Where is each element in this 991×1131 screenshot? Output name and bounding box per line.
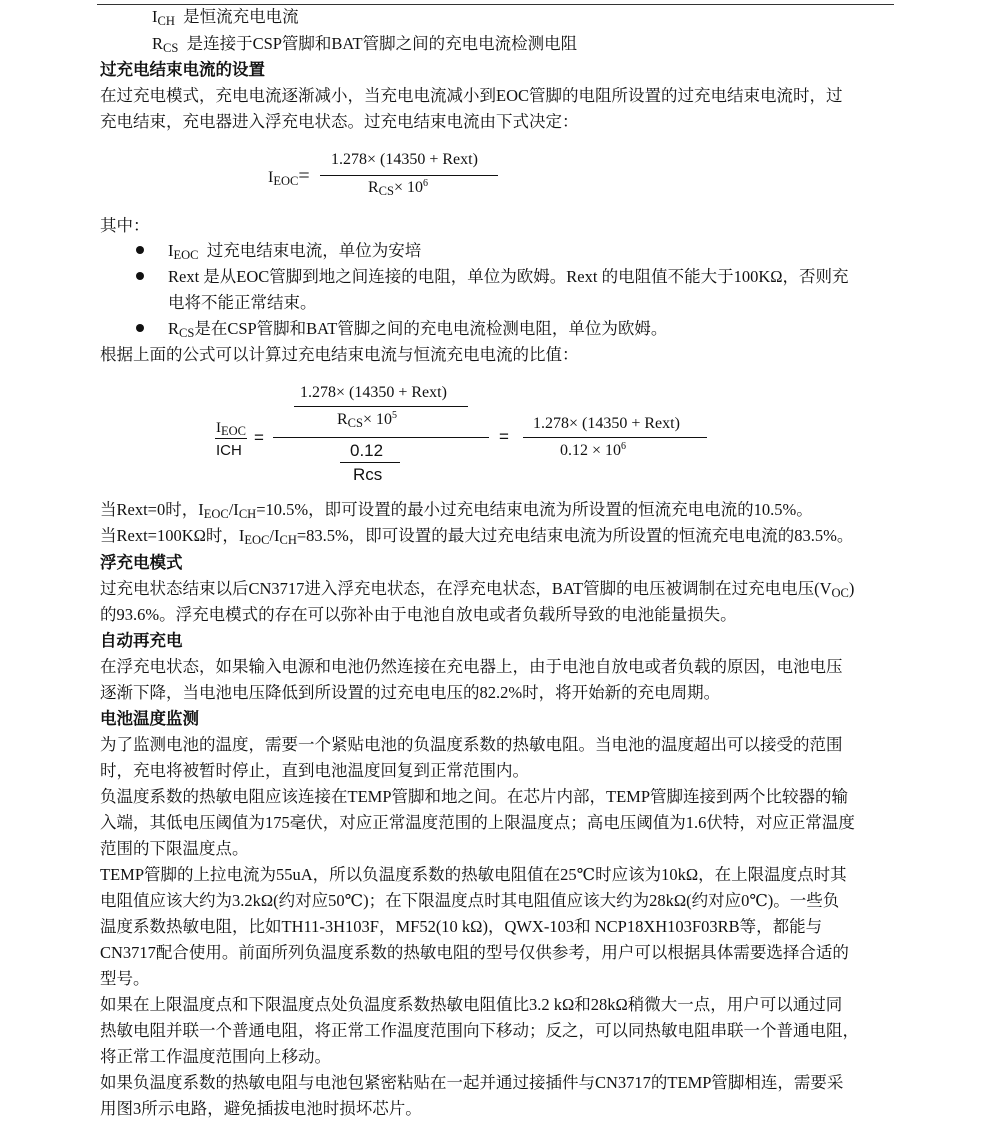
bullet1-symbol: I — [168, 241, 174, 260]
def-rcs — [152, 31, 577, 57]
case1-sub1: EOC — [203, 507, 229, 521]
case2-mid: /I — [269, 526, 280, 545]
formula2-left-top — [216, 418, 246, 438]
section-title-recharge: 自动再充电 — [100, 631, 183, 650]
formula2-big-num-top: 1.278× (14350 + Rext) — [300, 384, 447, 401]
formula2-num-sub: CS — [347, 416, 363, 430]
formula2-inner-bar-top — [294, 406, 468, 407]
para-temp-p1-line2: 时，充电将被暂时停止，直到电池温度回复到正常范围内。 — [100, 761, 529, 780]
ratio-intro: 根据上面的公式可以计算过充电结束电流与恒流充电电流的比值： — [100, 345, 579, 364]
section-title-float: 浮充电模式 — [100, 553, 183, 572]
para-temp-p3-line3: 温度系数热敏电阻，比如TH11-3H103F，MF52(10 kΩ)，QWX-103和 NCP18XH103F03RB等，都能与 — [100, 917, 823, 936]
formula2-right-den-exp: 6 — [621, 441, 627, 452]
bullet3-text: 是在CSP管脚和BAT管脚之间的充电电流检测电阻，单位为欧姆。 — [194, 319, 668, 338]
para-temp-p3-line4: CN3717配合使用。前面所列负温度系数的热敏电阻的型号仅供参考，用户可以根据具体需要选择合适的 — [100, 943, 849, 962]
formula1-numerator: 1.278× (14350 + Rext) — [331, 151, 478, 168]
bullet3-sub: CS — [179, 326, 195, 340]
para-temp-p2-line2: 入端，其低电压阈值为175毫伏，对应正常温度范围的上限温度点；高电压阈值为1.6伏特，对应正常温度 — [100, 813, 855, 832]
case-rext-0 — [100, 497, 813, 523]
case-rext-100k — [100, 523, 853, 549]
formula2-num-times: × 10 — [362, 411, 392, 428]
para-temp-p2-line3: 范围的下限温度点。 — [100, 839, 249, 858]
formula2-right-den — [560, 441, 626, 461]
case2-pre: 当Rext=100KΩ时，I — [100, 526, 245, 545]
para-eoc-line1: 在过充电模式，充电电流逐渐减小，当充电电流减小到EOC管脚的电阻所设置的过充电结束电流时，过 — [100, 86, 843, 105]
formula2-num-r: R — [337, 411, 348, 428]
formula2-right-num: 1.278× (14350 + Rext) — [533, 415, 680, 432]
formula2-equals-1: = — [254, 428, 264, 447]
formula1-den-sub: CS — [378, 184, 394, 198]
float-line1-text: 过充电状态结束以后CN3717进入浮充电状态，在浮充电状态，BAT管脚的电压被调制在过充电电压(V — [100, 579, 832, 598]
formula2-big-den-top: 0.12 — [350, 441, 384, 460]
where-label: 其中： — [100, 216, 150, 235]
para-eoc-line2: 充电结束，充电器进入浮充电状态。过充电结束电流由下式决定： — [100, 112, 579, 131]
formula2-right-bar — [523, 437, 707, 438]
formula1-equals: = — [298, 165, 310, 187]
bullet-rext-line1: Rext 是从EOC管脚到地之间连接的电阻，单位为欧姆。Rext 的电阻值不能大于100KΩ，否则充 — [168, 267, 849, 286]
para-temp-p4-line1: 如果在上限温度点和下限温度点处负温度系数热敏电阻值比3.2 kΩ和28kΩ稍微大一点，用户可以通过同 — [100, 995, 843, 1014]
case2-post: =83.5%，即可设置的最大过充电结束电流为所设置的恒流充电电流的83.5%。 — [296, 526, 854, 545]
bullet-dot — [136, 246, 144, 254]
case1-sub2: CH — [238, 507, 257, 521]
formula2-big-den-bottom: Rcs — [353, 465, 383, 484]
para-temp-p3-line1: TEMP管脚的上拉电流为55uA，所以负温度系数的热敏电阻值在25℃时应该为10kΩ，在上限温度点时其 — [100, 865, 847, 884]
para-recharge-line1: 在浮充电状态，如果输入电源和电池仍然连接在充电器上，由于电池自放电或者负载的原因，电池电压 — [100, 657, 843, 676]
case2-sub1: EOC — [244, 533, 270, 547]
case2-sub2: CH — [279, 533, 297, 547]
formula2-left-bar — [215, 438, 247, 439]
formula2-num-exp: 5 — [392, 410, 397, 421]
para-temp-p4-line3: 将正常工作温度范围向上移动。 — [100, 1047, 331, 1066]
bullet1-text: 过充电结束电流，单位为安培 — [206, 241, 422, 260]
bullet-dot — [136, 272, 144, 280]
formula1-fraction-bar — [320, 175, 498, 176]
float-voc-sub: OC — [831, 586, 849, 600]
formula2-main-bar — [273, 437, 489, 438]
para-float-line2: 的93.6%。浮充电模式的存在可以弥补由于电池自放电或者负载所导致的电池能量损失。 — [100, 605, 737, 624]
def-ich — [152, 4, 299, 30]
case1-post: =10.5%，即可设置的最小过充电结束电流为所设置的恒流充电电流的10.5%。 — [256, 500, 813, 519]
para-temp-p1-line1: 为了监测电池的温度，需要一个紧贴电池的负温度系数的热敏电阻。当电池的温度超出可以接受的范围 — [100, 735, 843, 754]
formula1-den-exp: 6 — [423, 178, 428, 189]
para-temp-p2-line1: 负温度系数的热敏电阻应该连接在TEMP管脚和地之间。在芯片内部，TEMP管脚连接到两个比较器的输 — [100, 787, 849, 806]
ich-subscript: CH — [157, 14, 175, 28]
para-temp-p3-line2: 电阻值应该大约为3.2kΩ(约对应50℃)；在下限温度点时其电阻值应该大约为28kΩ(约对应0℃)。一些负 — [100, 891, 840, 910]
float-line1-close: ) — [848, 579, 855, 598]
bullet3-symbol: R — [168, 319, 180, 338]
para-temp-p5-line1: 如果负温度系数的热敏电阻与电池包紧密粘贴在一起并通过接插件与CN3717的TEMP管脚相连，需要采 — [100, 1073, 844, 1092]
formula2-right-den-text: 0.12 × 10 — [560, 442, 622, 459]
formula1-lhs — [268, 166, 310, 188]
para-recharge-line2: 逐渐下降，当电池电压降低到所设置的过充电电压的82.2%时，将开始新的充电周期。 — [100, 683, 721, 702]
para-float-line1 — [100, 576, 854, 602]
rcs-subscript: CS — [163, 41, 179, 55]
formula2-left-top-sub: EOC — [221, 424, 246, 438]
formula2-left-bottom: ICH — [216, 442, 242, 459]
rcs-text: 是连接于CSP管脚和BAT管脚之间的充电电流检测电阻 — [186, 34, 578, 53]
bullet1-sub: EOC — [173, 248, 199, 262]
formula2-equals-2: = — [499, 427, 509, 446]
formula2-big-num-bottom — [337, 410, 397, 430]
para-temp-p5-line2: 用图3所示电路，避免插拔电池时损坏芯片。 — [100, 1099, 422, 1118]
bullet-dot — [136, 324, 144, 332]
rcs-symbol: R — [152, 34, 164, 53]
case1-pre: 当Rext=0时，I — [100, 500, 204, 519]
formula1-lhs-symbol: I — [268, 169, 274, 186]
formula1-den-r: R — [368, 179, 379, 196]
bullet-rcs — [168, 316, 667, 342]
formula1-den-times: × 10 — [393, 179, 423, 196]
section-title-temp: 电池温度监测 — [100, 709, 199, 728]
ich-text: 是恒流充电电流 — [183, 7, 299, 26]
para-temp-p3-line5: 型号。 — [100, 969, 150, 988]
formula1-lhs-sub: EOC — [273, 174, 299, 188]
formula1-denominator — [368, 178, 428, 198]
formula2-left-top-symbol: I — [216, 420, 221, 436]
para-temp-p4-line2: 热敏电阻并联一个普通电阻，将正常工作温度范围向下移动；反之，可以同热敏电阻串联一个普通电阻， — [100, 1021, 859, 1040]
ich-symbol: I — [152, 7, 158, 26]
section-title-eoc: 过充电结束电流的设置 — [100, 60, 265, 79]
formula2-inner-bar-bottom — [340, 462, 400, 463]
bullet-ieoc — [168, 238, 421, 264]
bullet-rext-line2: 电将不能正常结束。 — [168, 293, 317, 312]
case1-mid: /I — [228, 500, 239, 519]
